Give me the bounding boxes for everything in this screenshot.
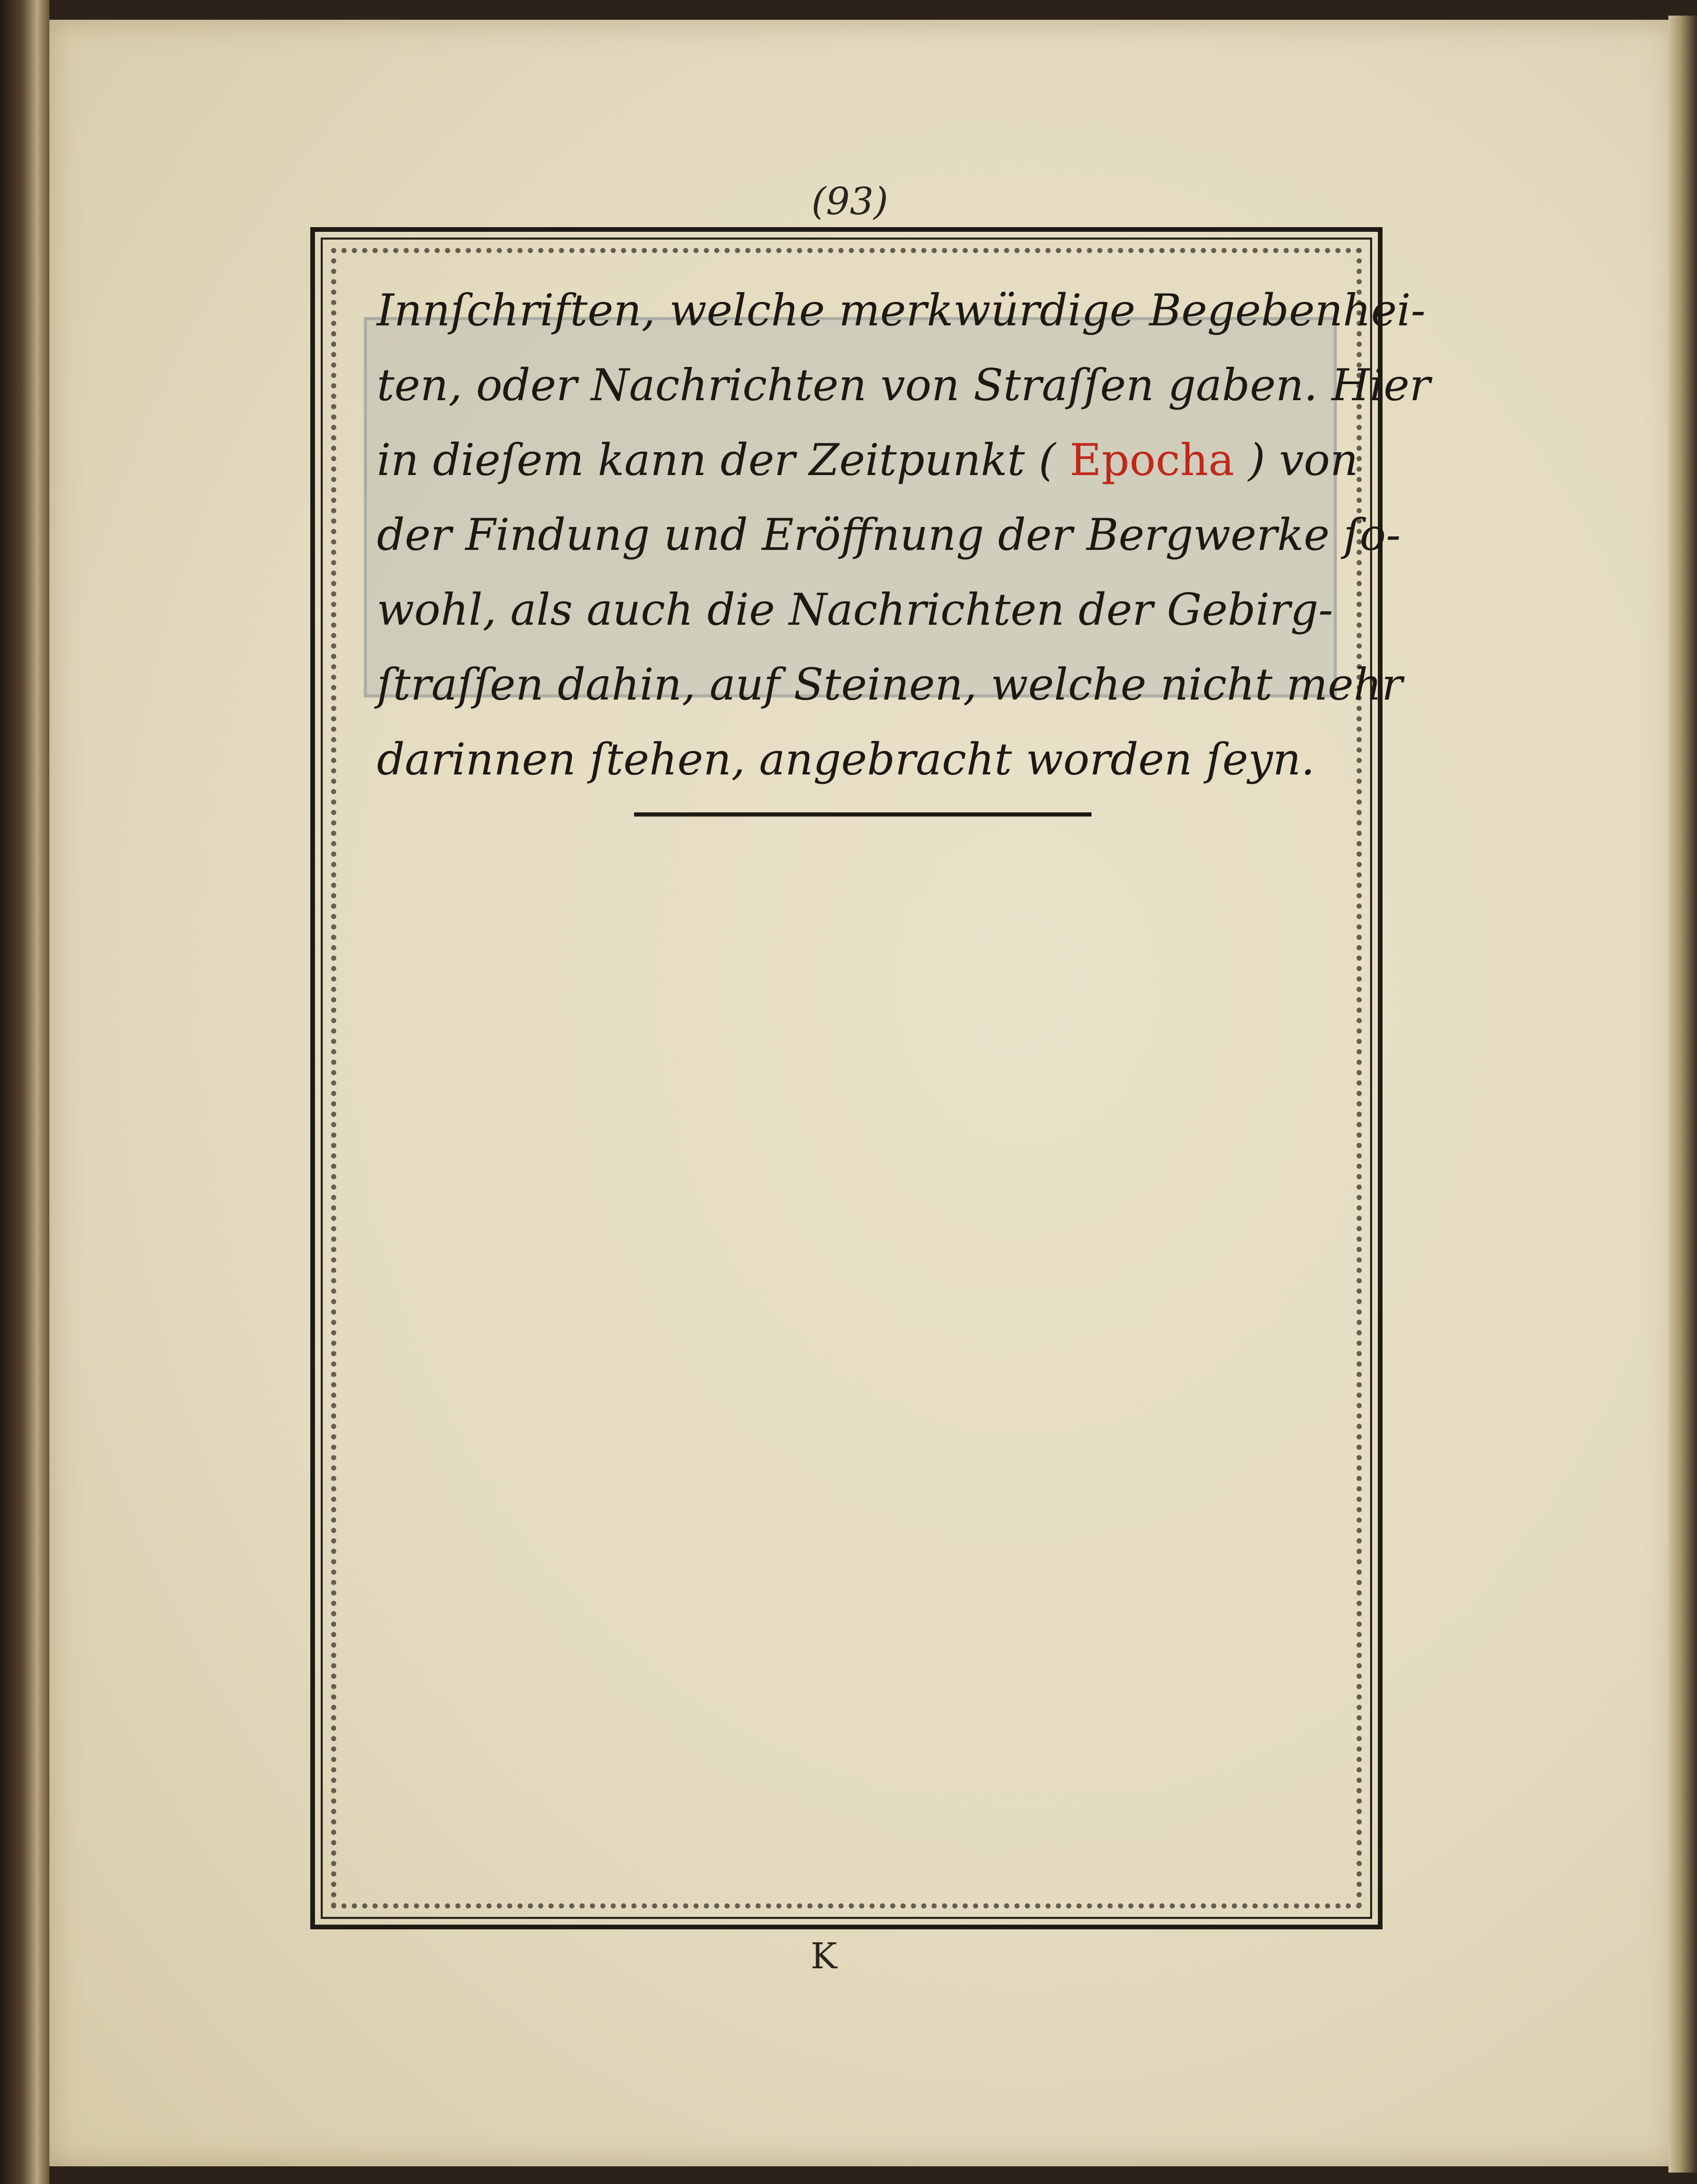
text-line xyxy=(377,423,1359,497)
highlighted-word: Epocha xyxy=(1069,435,1234,485)
text-line: Innſchriften, welche merkwürdige Begebenhei- xyxy=(377,285,1426,336)
page-edge xyxy=(1668,16,1697,2173)
text-segment: in dieſem kann der Zeitpunkt ( xyxy=(377,435,1056,485)
horizontal-rule xyxy=(634,812,1091,817)
text-line: der Findung und Eröffnung der Bergwerke ſo- xyxy=(377,509,1401,560)
text-segment: ) von xyxy=(1248,435,1359,485)
facing-page-edge xyxy=(0,0,49,2184)
signature-mark: K xyxy=(810,1936,837,1977)
page-number: (93) xyxy=(811,179,888,223)
body-text xyxy=(377,273,1430,797)
text-line: ſtraſſen dahin, auf Steinen, welche nicht mehr xyxy=(377,659,1403,710)
text-line: ten, oder Nachrichten von Straſſen gaben. Hier xyxy=(377,360,1430,411)
text-line: wohl, als auch die Nachrichten der Gebirg- xyxy=(377,584,1333,635)
text-line: darinnen ſtehen, angebracht worden ſeyn. xyxy=(377,734,1315,785)
